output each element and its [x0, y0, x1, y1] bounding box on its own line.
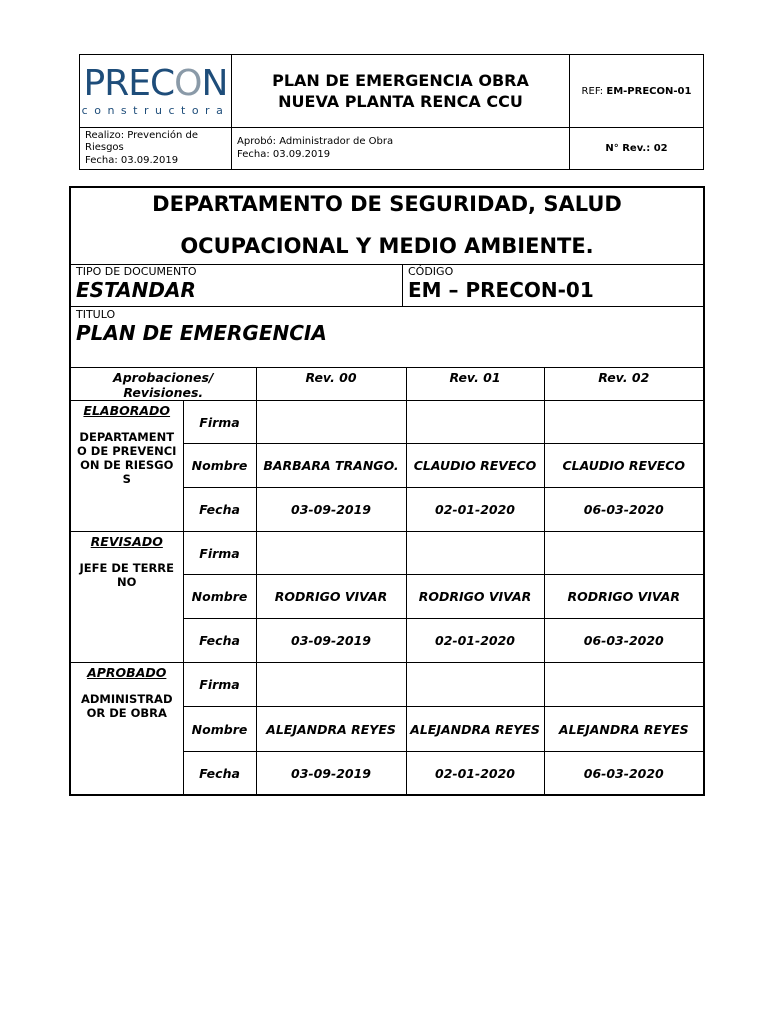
company-logo: PRECON constructora [80, 55, 232, 128]
table-row [71, 532, 703, 575]
revision-number: N° Rev.: 02 [570, 128, 704, 170]
header-approvals: Aprobaciones/ Revisiones. [71, 368, 256, 401]
aprobo-info: Aprobó: Administrador de Obra Fecha: 03.09.2019 [232, 128, 570, 170]
role-title: REVISADO [90, 534, 163, 549]
role-title: APROBADO [87, 665, 167, 680]
role-revisado [71, 532, 183, 663]
cell-fecha-rev-2: 06-03-2020 [544, 619, 703, 663]
table-row [71, 401, 703, 444]
row-label-nombre: Nombre [183, 575, 256, 619]
document-header [79, 54, 704, 170]
header-rev-1: Rev. 01 [406, 368, 544, 401]
department-heading: DEPARTAMENTO DE SEGURIDAD, SALUD OCUPACIONAL Y MEDIO AMBIENTE. [71, 188, 703, 265]
cell-fecha-rev-2: 06-03-2020 [544, 488, 703, 532]
table-header-row [71, 368, 703, 401]
row-label-fecha: Fecha [183, 752, 256, 796]
document-title-field: TITULO PLAN DE EMERGENCIA [71, 307, 703, 368]
cell-firma-rev-2 [544, 401, 703, 444]
cell-nombre-rev-0: ALEJANDRA REYES [256, 707, 406, 752]
cell-fecha-rev-1: 02-01-2020 [406, 619, 544, 663]
cell-firma-rev-0 [256, 401, 406, 444]
realizo-info: Realizo: Prevención de Riesgos Fecha: 03.09.2019 [80, 128, 232, 170]
role-description: DEPARTAMENTO DE PREVENCION DE RIESGOS [77, 430, 177, 486]
cell-firma-rev-2 [544, 663, 703, 707]
cell-nombre-rev-0: RODRIGO VIVAR [256, 575, 406, 619]
row-label-fecha: Fecha [183, 619, 256, 663]
reference-code: REF: EM-PRECON-01 [570, 55, 704, 128]
cell-nombre-rev-0: BARBARA TRANGO. [256, 444, 406, 488]
role-elaborado [71, 401, 183, 532]
role-aprobado [71, 663, 183, 796]
cell-fecha-rev-2: 06-03-2020 [544, 752, 703, 796]
row-label-firma: Firma [183, 663, 256, 707]
revisions-table [71, 368, 703, 796]
role-description: JEFE DE TERRENO [79, 561, 175, 589]
cell-fecha-rev-0: 03-09-2019 [256, 619, 406, 663]
cell-nombre-rev-1: ALEJANDRA REYES [406, 707, 544, 752]
role-description: ADMINISTRADOR DE OBRA [80, 692, 173, 720]
document-title: PLAN DE EMERGENCIA OBRA NUEVA PLANTA RENCA CCU [232, 55, 570, 128]
cell-firma-rev-1 [406, 532, 544, 575]
role-title: ELABORADO [83, 403, 171, 418]
cell-nombre-rev-2: ALEJANDRA REYES [544, 707, 703, 752]
cell-firma-rev-2 [544, 532, 703, 575]
cell-fecha-rev-1: 02-01-2020 [406, 488, 544, 532]
cell-fecha-rev-1: 02-01-2020 [406, 752, 544, 796]
row-label-nombre: Nombre [183, 707, 256, 752]
row-label-nombre: Nombre [183, 444, 256, 488]
cell-firma-rev-0 [256, 663, 406, 707]
cell-fecha-rev-0: 03-09-2019 [256, 488, 406, 532]
document-type: TIPO DE DOCUMENTO ESTANDAR [71, 264, 403, 307]
header-rev-2: Rev. 02 [544, 368, 703, 401]
row-label-firma: Firma [183, 532, 256, 575]
document-code: CÓDIGO EM – PRECON-01 [403, 264, 703, 307]
approval-form [69, 186, 705, 796]
cell-nombre-rev-2: CLAUDIO REVECO [544, 444, 703, 488]
table-row [71, 663, 703, 707]
header-rev-0: Rev. 00 [256, 368, 406, 401]
cell-nombre-rev-2: RODRIGO VIVAR [544, 575, 703, 619]
cell-fecha-rev-0: 03-09-2019 [256, 752, 406, 796]
row-label-fecha: Fecha [183, 488, 256, 532]
cell-nombre-rev-1: RODRIGO VIVAR [406, 575, 544, 619]
row-label-firma: Firma [183, 401, 256, 444]
cell-nombre-rev-1: CLAUDIO REVECO [406, 444, 544, 488]
cell-firma-rev-1 [406, 663, 544, 707]
cell-firma-rev-1 [406, 401, 544, 444]
cell-firma-rev-0 [256, 532, 406, 575]
